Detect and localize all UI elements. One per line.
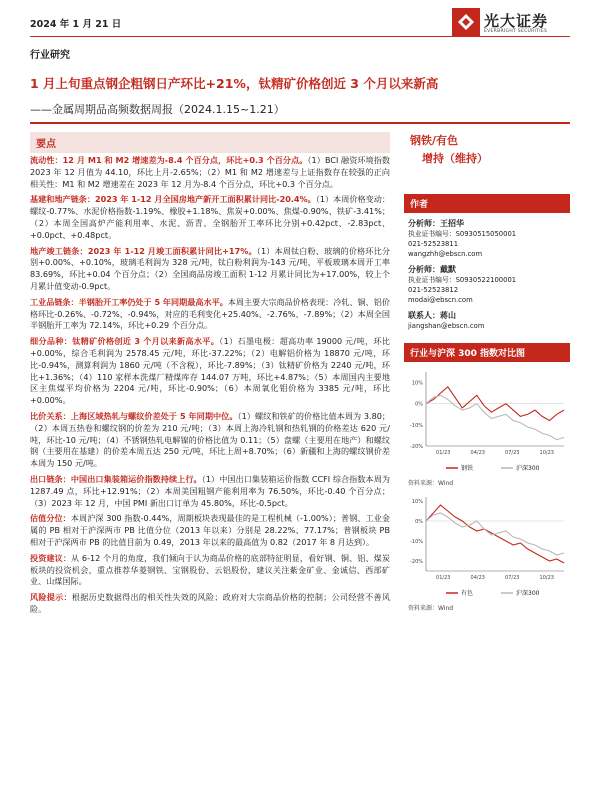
x-tick-label: 07/23 (505, 575, 520, 581)
paragraph-highlight: 细分品种：钛精矿价格创近 3 个月以来新高水平。 (30, 336, 220, 347)
paragraph-text: 从 6-12 个月的角度，我们倾向于认为商品价格的底部特征明显，看好钢、铜、铝、煤炭板块的投资机会，重点推荐华菱钢铁、宝钢股份、云铝股份，建议关注紫金矿业、金诚信、西部矿业、山煤国际。 (30, 552, 390, 587)
logo-name: 光大证券 (484, 12, 549, 30)
author-email[interactable]: modai@ebscn.com (408, 296, 473, 304)
report-date: 2024 年 1 月 21 日 (30, 19, 122, 30)
author-cert: 执业证书编号：S0930522100001 (408, 276, 517, 284)
paragraph-highlight: 基建和地产链条：2023 年 1-12 月全国房地产新开工面积累计同比-20.4%。 (30, 194, 316, 205)
summary-paragraph (30, 194, 390, 241)
paragraph-text: （1）螺纹和铁矿的价格比值本周为 3.80；（2）本周五热卷和螺纹钢的价差为 210 元/吨；（3）本周上海冷轧钢和热轧钢的价格差达 620 元/吨，环比-10 元/吨；（4）不锈钢热轧电解镍的价格比值为 0.11；（5）盘螺（主要用在地产）和螺纹钢（主要用在基建）的价差本周五达 250 元/吨，环比上周+8.70%；（6）新疆和上海的螺纹钢价差本周为 150 元/吨。 (30, 410, 390, 469)
y-tick-label: 0% (415, 401, 423, 408)
summary-paragraph (30, 246, 390, 293)
y-tick-label: -20% (410, 444, 423, 450)
author-cert: 执业证书编号：S0930515050001 (408, 230, 517, 238)
authors-heading: 作者 (404, 194, 570, 213)
industry-label: 钢铁/有色 (410, 134, 459, 147)
legend-label: 沪深300 (516, 590, 540, 597)
author-phone: 021-52523812 (408, 286, 459, 294)
metals-vs-hs300-chart (404, 491, 570, 601)
paragraph-highlight: 风险提示： (30, 592, 72, 603)
rating-label: 增持（维持） (422, 152, 488, 165)
paragraph-highlight: 比价关系：上海区域热轧与螺纹价差处于 5 年同期中位。 (30, 410, 238, 421)
paragraph-highlight: 出口链条：中国出口集装箱运价指数持续上行。 (30, 473, 202, 484)
paragraph-highlight: 地产竣工链条：2023 年 1-12 月竣工面积累计同比+17%。 (30, 245, 257, 256)
chart-block (404, 343, 570, 612)
paragraph-highlight: 工业品链条：半钢胎开工率仍处于 5 年同期最高水平。 (30, 296, 228, 307)
author-name: 分析师：王招华 (408, 219, 464, 228)
legend-label: 有色 (461, 590, 474, 597)
paragraph-text: 本周沪深 300 指数-0.44%，周期板块表现最佳的是工程机械（-1.00%）；普钢、工业金属的 PB 相对于沪深两市 PB 比值分位（2013 年以来）分别是 28.22%、77.17%；普钢板块 PB 相对于沪深两市 PB 的比值目前为 0.49，2013 年以来的最高值为 0.82（2017 年 8 月达到）。 (30, 513, 390, 547)
summary-paragraph (30, 411, 390, 470)
y-tick-label: 10% (411, 380, 423, 387)
author-entry (404, 219, 570, 259)
header-divider (30, 36, 570, 37)
y-tick-label: -10% (410, 422, 423, 429)
summary-paragraph (30, 513, 390, 548)
summary-paragraph (30, 474, 390, 509)
chart-heading: 行业与沪深 300 指数对比图 (404, 343, 570, 362)
author-entry (404, 311, 570, 331)
paragraph-text: 本周主要大宗商品价格表现：冷轧、铜、铝价格环比-0.26%、-0.72%、-0.94%，对应的毛利变化+25.40%、-2.76%、-7.89%；（2）本周全国半钢胎开工率为 72.14%，环比+0.29 个百分点。 (30, 296, 390, 331)
paragraph-highlight: 流动性：12 月 M1 和 M2 增速差为-8.4 个百分点，环比+0.3 个百分点。 (30, 155, 308, 165)
paragraph-highlight: 估值分位： (30, 513, 71, 524)
report-title: 1 月上旬重点钢企粗钢日产环比+21%，钛精矿价格创近 3 个月以来新高 (30, 76, 439, 91)
x-tick-label: 01/23 (436, 450, 451, 456)
y-tick-label: -10% (410, 539, 423, 545)
x-tick-label: 01/23 (436, 575, 451, 581)
steel-vs-hs300-chart (404, 366, 570, 476)
y-tick-label: 10% (411, 499, 423, 505)
legend-label: 钢铁 (461, 465, 474, 472)
author-entry (404, 265, 570, 305)
logo-subtitle: EVERBRIGHT SECURITIES (484, 29, 548, 34)
author-email[interactable]: wangzhh@ebscn.com (408, 250, 483, 258)
paragraph-text: （1）本周价格变动：螺纹-0.77%、水泥价格指数-1.19%、橡胶+1.18%、焦炭+0.00%、焦煤-0.90%、铁矿-3.41%；（2）本周全国高炉产能利用率、水泥、沥青、全钢胎开工率环比分别+0.42pct、-2.83pct、+0.0pct、+0.48pct。 (30, 194, 390, 240)
paragraph-text: （1）中国出口集装箱运价指数 CCFI 综合指数本周为 1287.49 点，环比+12.91%；（2）本周美国粗钢产能利用率为 76.50%，环比-0.40 个百分点；（3）2023 年 12 月，中国 PMI 新出口订单为 45.80%，环比-0.5pct。 (30, 473, 390, 508)
paragraph-text: 根据历史数据得出的相关性失效的风险；政府对大宗商品价格的控制；公司经营不善风险。 (30, 592, 390, 614)
summary-heading: 要点 (30, 132, 390, 153)
x-tick-label: 04/23 (470, 450, 485, 456)
paragraph-highlight: 投资建议： (30, 552, 72, 563)
author-email[interactable]: jiangshan@ebscn.com (408, 322, 485, 330)
x-tick-label: 10/23 (539, 450, 554, 456)
paragraph-text: （1）BCI 融资环境指数 2023 年 12 月值为 44.10，环比上月-2.65%；（2）M1 和 M2 增速差与上证指数存在较强的正向相关性：M1 和 M2 增速差在 2023 年 12 月为-8.4 个百分点，环比+0.3 个百分点。 (30, 155, 390, 189)
report-subtitle: ——金属周期品高频数据周报（2024.1.15~1.21） (30, 103, 285, 116)
summary-paragraph (30, 155, 390, 190)
x-tick-label: 04/23 (470, 575, 485, 581)
x-tick-label: 07/23 (505, 450, 520, 456)
report-category: 行业研究 (30, 50, 70, 61)
authors-block (404, 194, 570, 331)
x-tick-label: 10/23 (539, 575, 554, 581)
summary-paragraph (30, 592, 390, 616)
summary-section (30, 132, 390, 620)
y-tick-label: 0% (415, 519, 423, 525)
sidebar (404, 132, 570, 612)
author-name: 联系人：蒋山 (408, 311, 456, 320)
summary-paragraph (30, 336, 390, 407)
author-phone: 021-52523811 (408, 240, 459, 248)
series-line (426, 513, 564, 555)
logo-icon (452, 8, 480, 36)
paragraph-text: （1）本周钛白粉、玻璃的价格环比分别+0.00%、+0.10%，玻璃毛利润为 328 元/吨，钛白粉利润为-143 元/吨，平板玻璃本周开工率 83.69%，环比+0.04 个百分点；（2）全国商品房竣工面积 1-12 月累计同比为+17.00%，较上个月累计值变动-0.9pct。 (30, 245, 390, 291)
paragraph-text: （1）石墨电极：超高功率 19000 元/吨，环比+0.00%，综合毛利润为 2578.45 元/吨，环比-37.22%；（2）电解铝价格为 18870 元/吨，环比-0.94%，测算利润为 1860 元/吨（不含税），环比-7.89%；（3）钛精矿价格为 2240 元/吨，环比+1.36%；（4）110 家样本洗煤厂精煤库存 144.07 万吨，环比+4.87%；（5）本周国内主要地区主焦煤平均价格为 2204 元/吨，环比-0.90%；（6）本周氧化钼价格为 3385 元/吨，环比+0.00%。 (30, 336, 390, 406)
author-name: 分析师：戴默 (408, 265, 456, 274)
chart2-source: 资料来源：Wind (408, 605, 454, 612)
summary-paragraph (30, 297, 390, 332)
y-tick-label: -20% (410, 559, 423, 565)
title-divider (30, 122, 570, 124)
legend-label: 沪深300 (516, 465, 540, 472)
chart1-source: 资料来源：Wind (408, 480, 454, 487)
summary-paragraph (30, 553, 390, 588)
